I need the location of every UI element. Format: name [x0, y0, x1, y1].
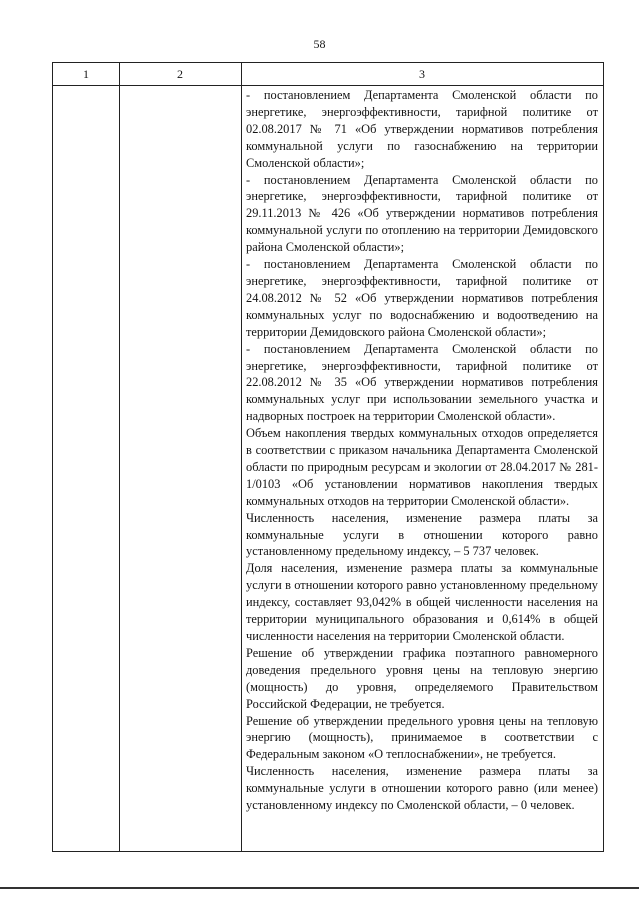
paragraph-schedule-decision: Решение об утверждении графика поэтапного равномерного доведения предельного уровня цены на тепловую энергию (мощность) до уровня, определяемого Правительством Российской Федерации, не требуется.	[246, 645, 598, 711]
paragraph-resolution-52: - постановлением Департамента Смоленской области по энергетике, энергоэффективности, тарифной политике от 24.08.2012 № 52 «Об утверждении нормативов потребления коммунальных услуг по водоснабжению и водоотведению на территории Демидовского района Смоленской области»;	[246, 257, 598, 339]
header-divider	[53, 85, 603, 86]
paragraph-population-share: Доля населения, изменение размера платы за коммунальные услуги в отношении которого равно установленному предельному индексу, составляет 93,042% в общей численности населения на территории муниципального образования и 0,614% в общей численности населения на территории Смоленской области.	[246, 561, 598, 643]
paragraph-resolution-71: - постановлением Департамента Смоленской области по энергетике, энергоэффективности, тарифной политике от 02.08.2017 № 71 «Об утверждении нормативов потребления коммунальной услуги по газоснабжению на территории Смоленской области»;	[246, 88, 598, 170]
paragraph-resolution-35: - постановлением Департамента Смоленской области по энергетике, энергоэффективности, тарифной политике от 22.08.2012 № 35 «Об утверждении нормативов потребления коммунальных услуг при использовании земельного участка и надворных построек на территории Смоленской области».	[246, 341, 598, 424]
column-3-content	[246, 87, 598, 814]
bottom-rule	[0, 887, 639, 889]
column-header-2: 2	[177, 67, 183, 81]
page-number: 58	[313, 37, 326, 51]
paragraph-resolution-426: - постановлением Департамента Смоленской области по энергетике, энергоэффективности, тарифной политике от 29.11.2013 № 426 «Об утверждении нормативов потребления коммунальной услуги по отоплению на территории Демидовского района Смоленской области»;	[246, 172, 598, 255]
column-divider-2	[241, 63, 242, 851]
document-table	[52, 62, 604, 852]
paragraph-waste-volume: Объем накопления твердых коммунальных отходов определяется в соответствии с приказом начальника Департамента Смоленской области по природным ресурсам и экологии от 28.04.2017 № 281-1/0103 «Об установлении нормативов накопления твердых коммунальных отходов на территории Смоленской области».	[246, 426, 598, 508]
paragraph-price-decision: Решение об утверждении предельного уровня цены на тепловую энергию (мощность), принимаемое в соответствии с Федеральным законом «О теплоснабжении», не требуется.	[246, 713, 598, 762]
column-header-1: 1	[83, 67, 89, 81]
paragraph-population-limit: Численность населения, изменение размера платы за коммунальные услуги в отношении которого равно установленному предельному индексу, – 5 737 человек.	[246, 510, 598, 559]
column-divider-1	[119, 63, 120, 851]
paragraph-population-below: Численность населения, изменение размера платы за коммунальные услуги в отношении которого равно (или менее) установленному индексу по Смоленской области, – 0 человек.	[246, 764, 598, 813]
column-header-3: 3	[419, 67, 425, 81]
